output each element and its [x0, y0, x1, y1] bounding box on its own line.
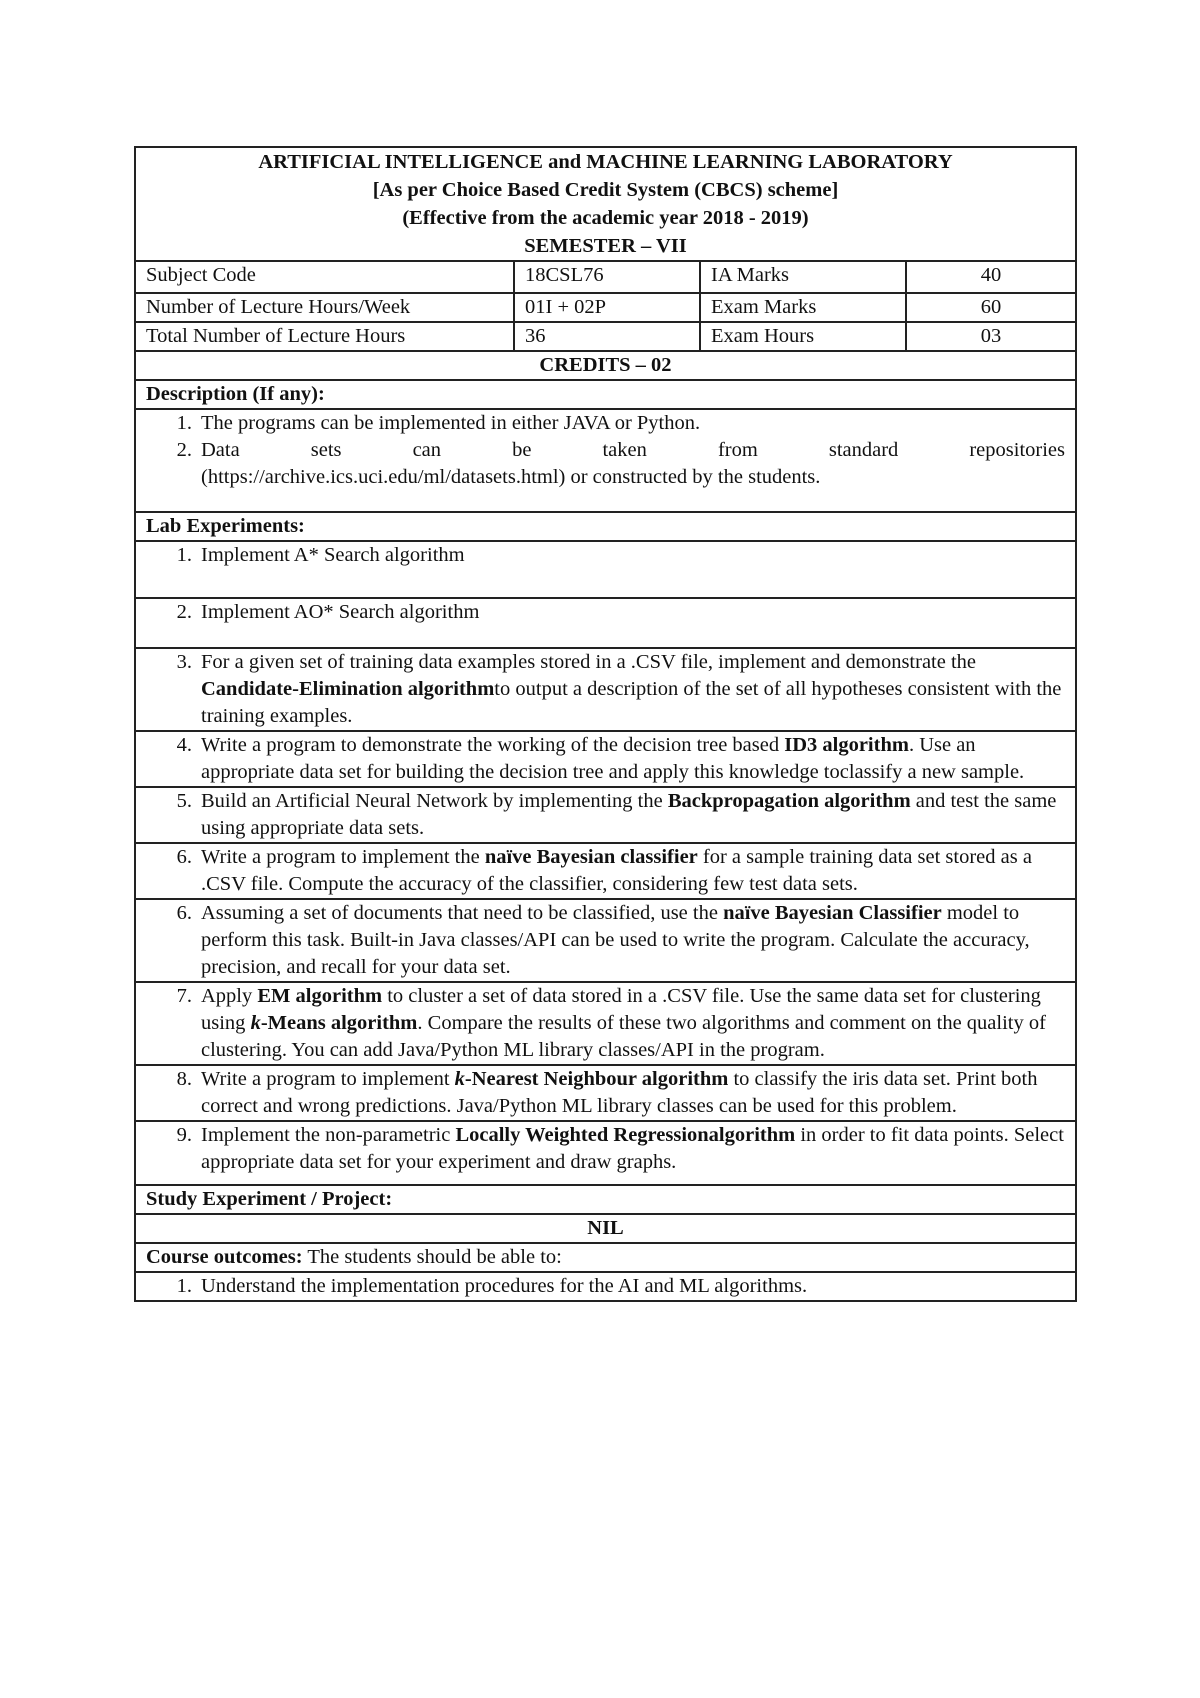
item-text: Write a program to demonstrate the working of the decision tree based ID3 algorithm. Use an appropriate data set for building the decision tree and apply this knowledge toclassify a new sample. [201, 734, 1025, 783]
item-text: Write a program to implement k-Nearest Neighbour algorithm to classify the iris data set. Print both correct and wrong predictions. Java/Python ML library classes can be used for this problem. [201, 1068, 1038, 1117]
info-label: Exam Hours [700, 322, 906, 351]
info-row [135, 261, 1076, 293]
effective-year: (Effective from the academic year 2018 - 2019) [402, 207, 809, 229]
lab-heading: Lab Experiments: [135, 512, 1076, 541]
item-text: The programs can be implemented in either JAVA or Python. [201, 412, 701, 434]
item-text: Write a program to implement the naïve Bayesian classifier for a sample training data set stored as a .CSV file. Compute the accuracy of the classifier, considering few test data sets. [201, 846, 1032, 895]
experiment-row [135, 541, 1076, 598]
item-number: 1. [176, 544, 192, 566]
experiment-row [135, 982, 1076, 1065]
lab-heading-row [135, 512, 1076, 541]
list-item [146, 599, 1065, 626]
credits: CREDITS – 02 [135, 351, 1076, 380]
item-number: 2. [176, 439, 192, 461]
experiment-row [135, 598, 1076, 648]
item-text: For a given set of training data examples stored in a .CSV file, implement and demonstrate the Candidate-Elimination algorithmto output a description of the set of all hypotheses consistent with the training examples. [201, 651, 1062, 727]
experiment-row [135, 1065, 1076, 1121]
item-text: Understand the implementation procedures for the AI and ML algorithms. [201, 1275, 808, 1297]
item-text: Implement A* Search algorithm [201, 544, 465, 566]
outcomes-heading-row [135, 1243, 1076, 1272]
item-number: 5. [176, 790, 192, 812]
info-value: 03 [906, 322, 1076, 351]
info-label: Total Number of Lecture Hours [135, 322, 514, 351]
course-title: ARTIFICIAL INTELLIGENCE and MACHINE LEARNING LABORATORY [258, 151, 953, 173]
header-row [135, 147, 1076, 261]
info-label: IA Marks [700, 261, 906, 293]
item-number: 8. [176, 1068, 192, 1090]
description-heading: Description (If any): [135, 380, 1076, 409]
experiment-row [135, 899, 1076, 982]
list-item [146, 1273, 1065, 1300]
item-number: 6. [176, 902, 192, 924]
item-text: Apply EM algorithm to cluster a set of data stored in a .CSV file. Use the same data set for clustering using k-Means algorithm. Compare the results of these two algorithms and comment on the quality of clustering. You can add Java/Python ML library classes/API in the program. [201, 985, 1046, 1061]
item-text: Assuming a set of documents that need to be classified, use the naïve Bayesian Classifier model to perform this task. Built-in Java classes/API can be used to write the program. Calculate the accuracy, precision, and recall for your data set. [201, 902, 1030, 978]
item-text: Data sets can be taken from standard repositories [201, 439, 1065, 461]
list-item [146, 437, 1065, 491]
info-value: 60 [906, 293, 1076, 322]
info-row [135, 293, 1076, 322]
outcomes-body-row [135, 1272, 1076, 1301]
list-item [146, 1066, 1065, 1120]
info-label: Subject Code [135, 261, 514, 293]
item-text: (https://archive.ics.uci.edu/ml/datasets.html) or constructed by the students. [201, 466, 821, 488]
list-item [146, 788, 1065, 842]
study-heading: Study Experiment / Project: [135, 1185, 1076, 1214]
description-heading-row [135, 380, 1076, 409]
item-text: Implement AO* Search algorithm [201, 601, 480, 623]
info-value: 01I + 02P [514, 293, 700, 322]
experiment-row [135, 731, 1076, 787]
description-body-row [135, 409, 1076, 512]
list-item [146, 732, 1065, 786]
info-value: 18CSL76 [514, 261, 700, 293]
item-number: 6. [176, 846, 192, 868]
credits-row [135, 351, 1076, 380]
experiment-row [135, 1121, 1076, 1185]
list-item [146, 900, 1065, 981]
syllabus-table [134, 146, 1077, 1302]
list-item [146, 1122, 1065, 1176]
experiment-row [135, 648, 1076, 731]
item-number: 1. [176, 412, 192, 434]
list-item [146, 844, 1065, 898]
semester: SEMESTER – VII [524, 235, 687, 257]
study-value: NIL [135, 1214, 1076, 1243]
list-item [146, 542, 1065, 569]
item-number: 7. [176, 985, 192, 1007]
list-item [146, 649, 1065, 730]
cbcs-scheme: [As per Choice Based Credit System (CBCS) scheme] [372, 179, 839, 201]
info-label: Number of Lecture Hours/Week [135, 293, 514, 322]
item-number: 3. [176, 651, 192, 673]
item-text: Implement the non-parametric Locally Weighted Regressionalgorithm in order to fit data points. Select appropriate data set for your experiment and draw graphs. [201, 1124, 1064, 1173]
experiment-row [135, 843, 1076, 899]
item-number: 2. [176, 601, 192, 623]
item-number: 9. [176, 1124, 192, 1146]
info-value: 40 [906, 261, 1076, 293]
study-value-row [135, 1214, 1076, 1243]
outcomes-heading: Course outcomes: The students should be able to: [135, 1243, 1076, 1272]
item-number: 1. [176, 1275, 192, 1297]
study-heading-row [135, 1185, 1076, 1214]
info-label: Exam Marks [700, 293, 906, 322]
experiment-row [135, 787, 1076, 843]
item-number: 4. [176, 734, 192, 756]
item-text: Build an Artificial Neural Network by implementing the Backpropagation algorithm and test the same using appropriate data sets. [201, 790, 1057, 839]
info-value: 36 [514, 322, 700, 351]
list-item [146, 410, 1065, 437]
list-item [146, 983, 1065, 1064]
info-row [135, 322, 1076, 351]
